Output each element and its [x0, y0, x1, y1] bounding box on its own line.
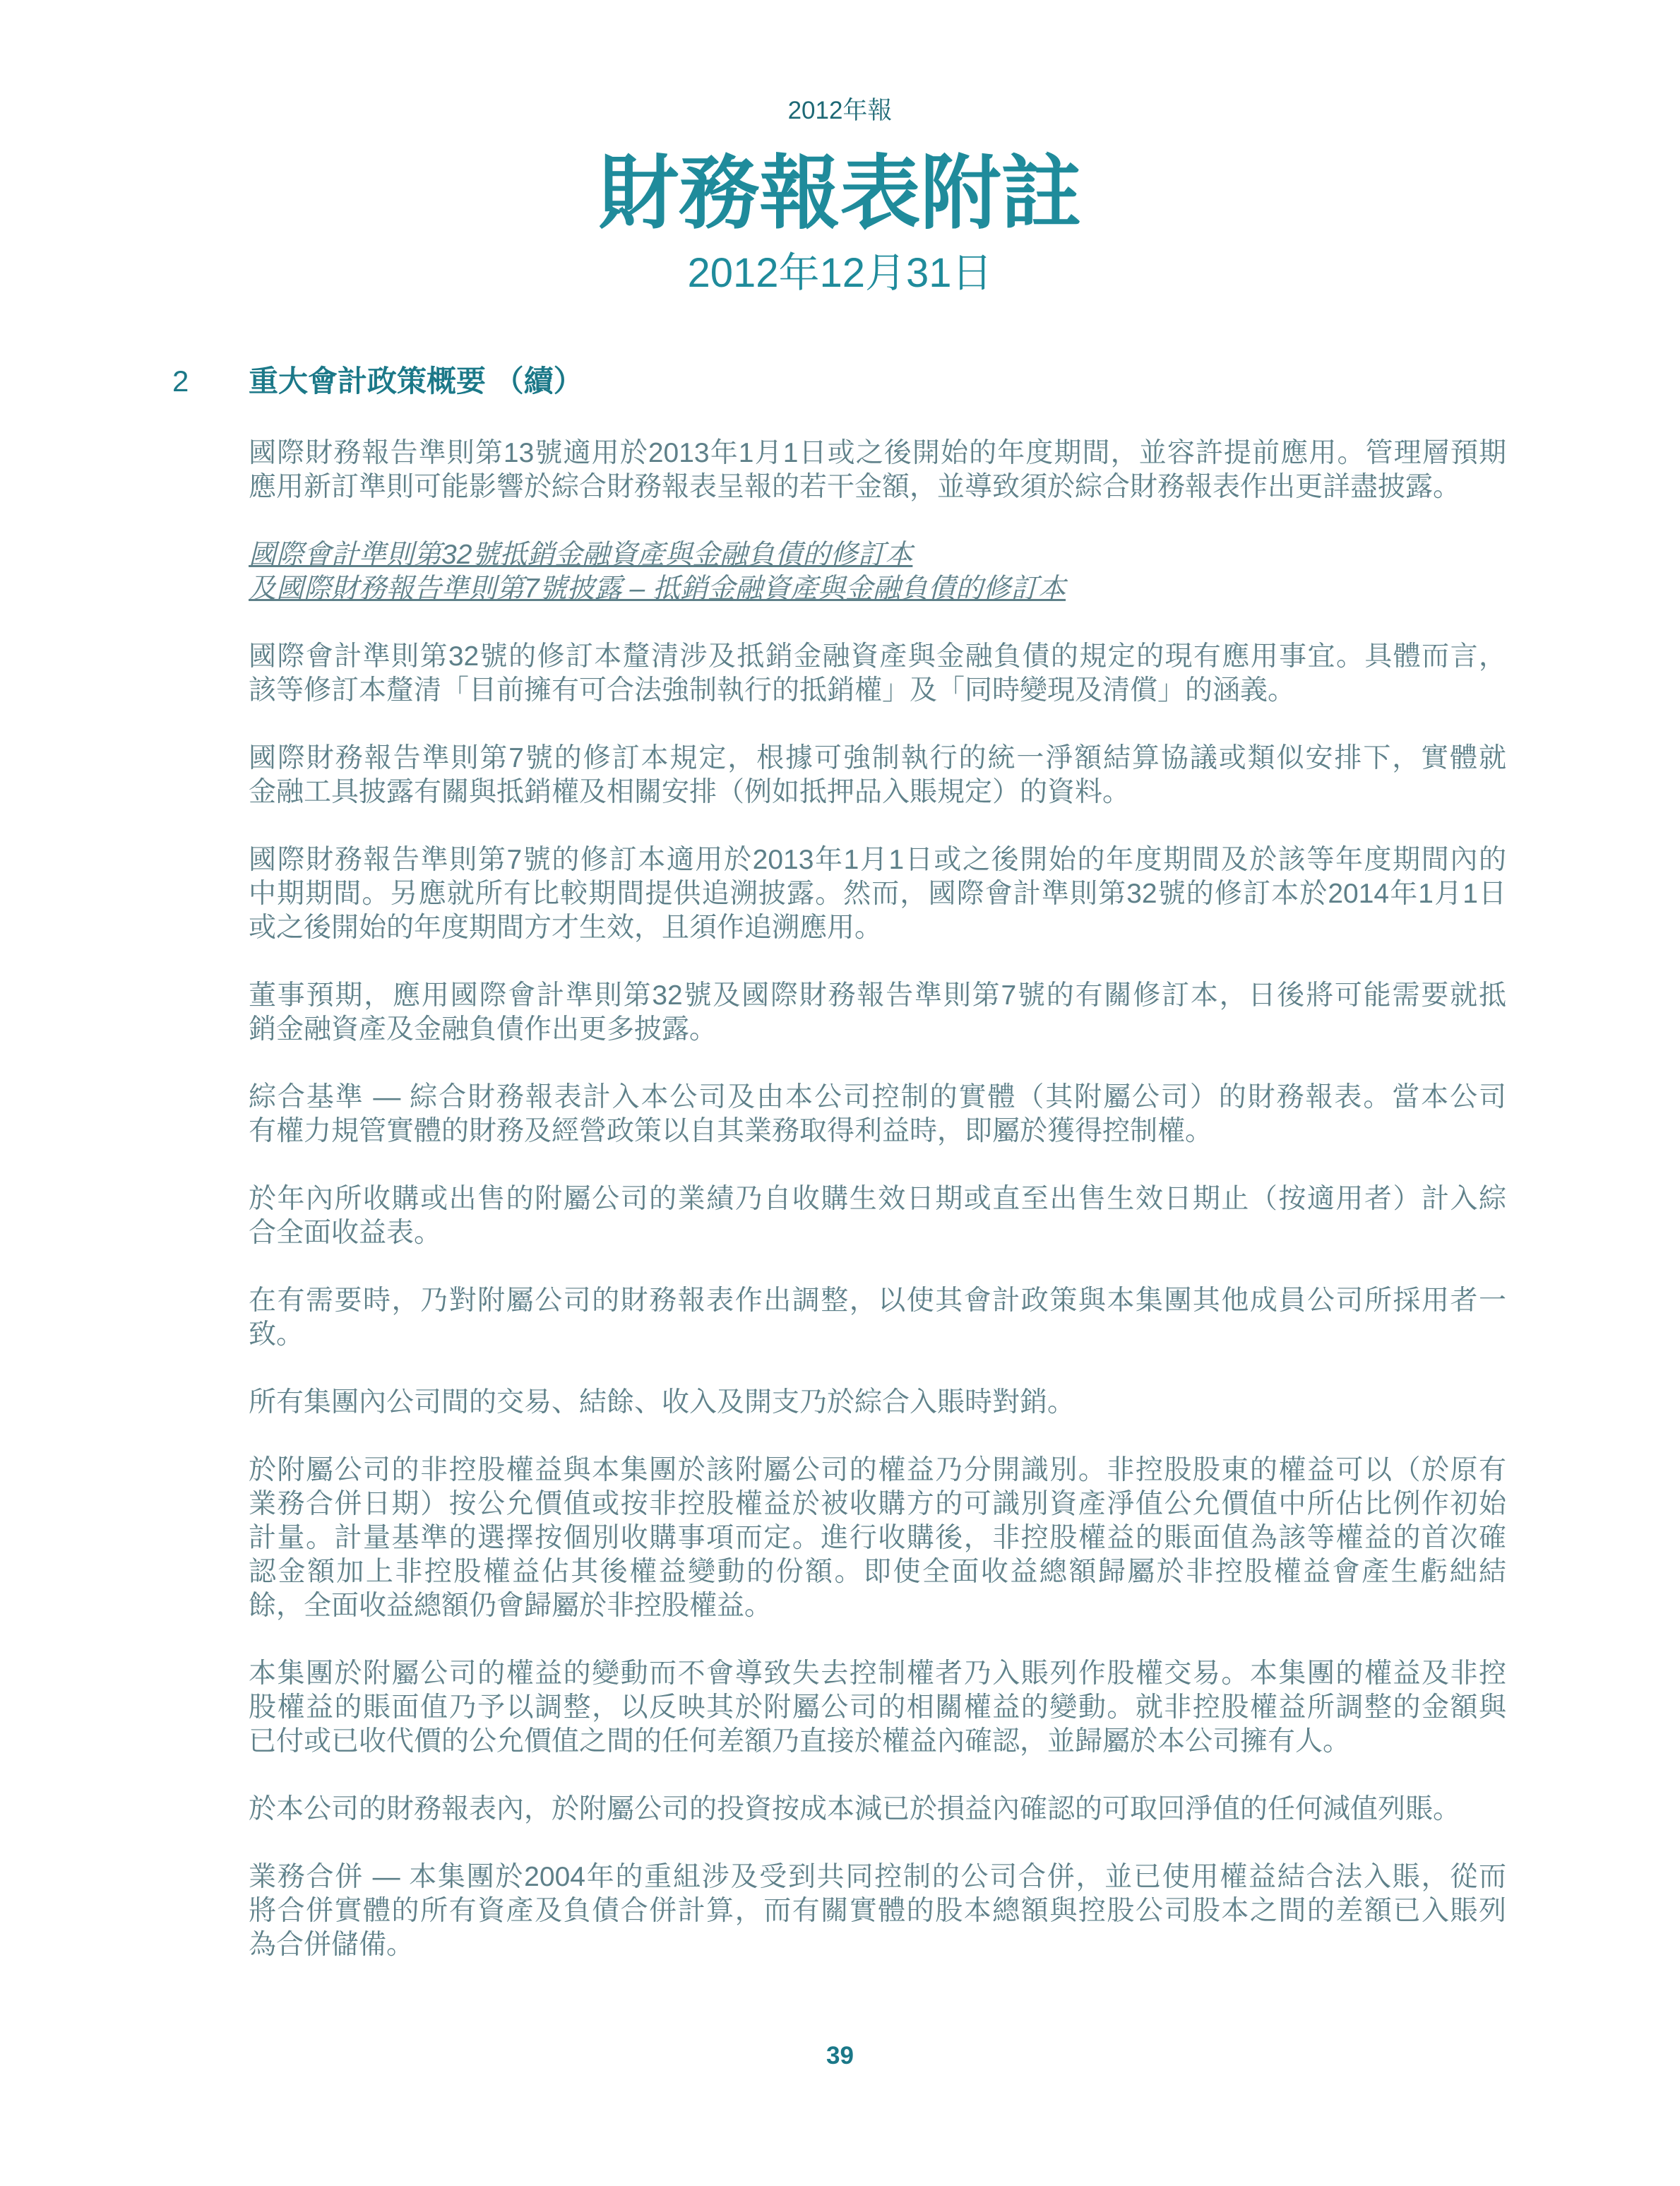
- paragraph-ias32-amendments: [249, 640, 1506, 708]
- paragraph-line: 認金額加上非控股權益佔其後權益變動的份額。即使全面收益總額歸屬於非控股權益會產生虧絀結: [249, 1557, 1506, 1587]
- subheading-line: 國際會計準則第32號抵銷金融資產與金融負債的修訂本: [249, 540, 913, 570]
- paragraph-accounting-policy-adjustments: [249, 1284, 1506, 1352]
- paragraph-line: 在有需要時，乃對附屬公司的財務報表作出調整，以使其會計政策與本集團其他成員公司所採用者一: [249, 1285, 1506, 1316]
- paragraph-line: 金融工具披露有關與抵銷權及相關安排（例如抵押品入賬規定）的資料。: [249, 777, 1131, 807]
- paragraph-line: 國際財務報告準則第7號的修訂本規定，根據可強制執行的統一淨額結算協議或類似安排下，實體就: [249, 743, 1506, 773]
- paragraph-line: 於附屬公司的非控股權益與本集團於該附屬公司的權益乃分開識別。非控股股東的權益可以（於原有: [249, 1455, 1506, 1485]
- paragraph-line: 或之後開始的年度期間方才生效，且須作追溯應用。: [249, 913, 883, 943]
- paragraph-acquired-disposed-subsidiaries: [249, 1182, 1506, 1250]
- paragraph-business-combination: [249, 1860, 1506, 1962]
- paragraph-line: 業務合併 — 本集團於2004年的重組涉及受到共同控制的公司合併，並已使用權益結合法入賬，從而: [249, 1862, 1506, 1892]
- paragraph-line: 為合併儲備。: [249, 1930, 415, 1960]
- paragraph-intragroup-elimination: [249, 1386, 1506, 1420]
- paragraph-ifrs13-application: [249, 436, 1506, 504]
- paragraph-amendments-effective-dates: [249, 843, 1506, 945]
- paragraph-line: 於年內所收購或出售的附屬公司的業績乃自收購生效日期或直至出售生效日期止（按適用者）計入綜: [249, 1184, 1506, 1214]
- paragraph-line: 業務合併日期）按公允價值或按非控股權益於被收購方的可識別資產淨值公允價值中所佔比例作初始: [249, 1489, 1506, 1519]
- paragraph-non-controlling-interests: [249, 1454, 1506, 1623]
- paragraph-line: 所有集團內公司間的交易、結餘、收入及開支乃於綜合入賬時對銷。: [249, 1387, 1076, 1418]
- page-number: 39: [826, 2042, 854, 2069]
- paragraph-line: 綜合基準 — 綜合財務報表計入本公司及由本公司控制的實體（其附屬公司）的財務報表。當本公司: [249, 1082, 1506, 1112]
- paragraph-line: 中期期間。另應就所有比較期間提供追溯披露。然而，國際會計準則第32號的修訂本於2014年1月1日: [249, 879, 1506, 909]
- statement-date: 2012年12月31日: [687, 250, 993, 296]
- paragraph-line: 合全面收益表。: [249, 1218, 442, 1248]
- paragraph-line: 該等修訂本釐清「目前擁有可合法強制執行的抵銷權」及「同時變現及清償」的涵義。: [249, 675, 1296, 706]
- paragraph-line: 應用新訂準則可能影響於綜合財務報表呈報的若干金額，並導致須於綜合財務報表作出更詳盡披露。: [249, 472, 1461, 502]
- paragraph-line: 董事預期，應用國際會計準則第32號及國際財務報告準則第7號的有關修訂本，日後將可能需要就抵: [249, 980, 1506, 1011]
- paragraph-changes-in-ownership: [249, 1657, 1506, 1759]
- paragraph-directors-expectation: [249, 979, 1506, 1047]
- paragraph-ifrs7-amendments: [249, 742, 1506, 809]
- paragraph-line: 銷金融資產及金融負債作出更多披露。: [249, 1014, 717, 1045]
- notes-body: [249, 436, 1506, 1996]
- paragraph-line: 本集團於附屬公司的權益的變動而不會導致失去控制權者乃入賬列作股權交易。本集團的權益及非控: [249, 1658, 1506, 1689]
- report-year-label: 2012年報: [787, 97, 893, 124]
- section-title: 重大會計政策概要 （續）: [249, 364, 583, 398]
- section-number: 2: [172, 364, 189, 398]
- page-title: 財務報表附註: [598, 149, 1082, 239]
- paragraph-line: 計量。計量基準的選擇按個別收購事項而定。進行收購後，非控股權益的賬面值為該等權益的首次確: [249, 1523, 1506, 1553]
- subheading-ias32-ifrs7-amendments: [249, 538, 1506, 606]
- paragraph-line: 於本公司的財務報表內，於附屬公司的投資按成本減已於損益內確認的可取回淨值的任何減值列賬。: [249, 1794, 1461, 1824]
- section-heading: [0, 363, 1680, 400]
- paragraph-line: 將合併實體的所有資產及負債合併計算，而有關實體的股本總額與控股公司股本之間的差額已入賬列: [249, 1896, 1506, 1926]
- paragraph-line: 國際財務報告準則第7號的修訂本適用於2013年1月1日或之後開始的年度期間及於該等年度期間內的: [249, 845, 1506, 875]
- paragraph-line: 股權益的賬面值乃予以調整，以反映其於附屬公司的相關權益的變動。就非控股權益所調整的金額與: [249, 1692, 1506, 1723]
- subheading-line: 及國際財務報告準則第7號披露 – 抵銷金融資產與金融負債的修訂本: [249, 574, 1066, 604]
- paragraph-line: 國際會計準則第32號的修訂本釐清涉及抵銷金融資產與金融負債的規定的現有應用事宜。具體而言，: [249, 641, 1506, 672]
- paragraph-line: 有權力規管實體的財務及經營政策以自其業務取得利益時，即屬於獲得控制權。: [249, 1116, 1213, 1146]
- paragraph-line: 餘，全面收益總額仍會歸屬於非控股權益。: [249, 1591, 773, 1621]
- paragraph-basis-of-consolidation: [249, 1081, 1506, 1148]
- paragraph-line: 國際財務報告準則第13號適用於2013年1月1日或之後開始的年度期間，並容許提前應用。管理層預期: [249, 438, 1506, 468]
- paragraph-company-investments: [249, 1793, 1506, 1826]
- paragraph-line: 已付或已收代價的公允價值之間的任何差額乃直接於權益內確認，並歸屬於本公司擁有人。: [249, 1726, 1351, 1757]
- paragraph-line: 致。: [249, 1319, 304, 1350]
